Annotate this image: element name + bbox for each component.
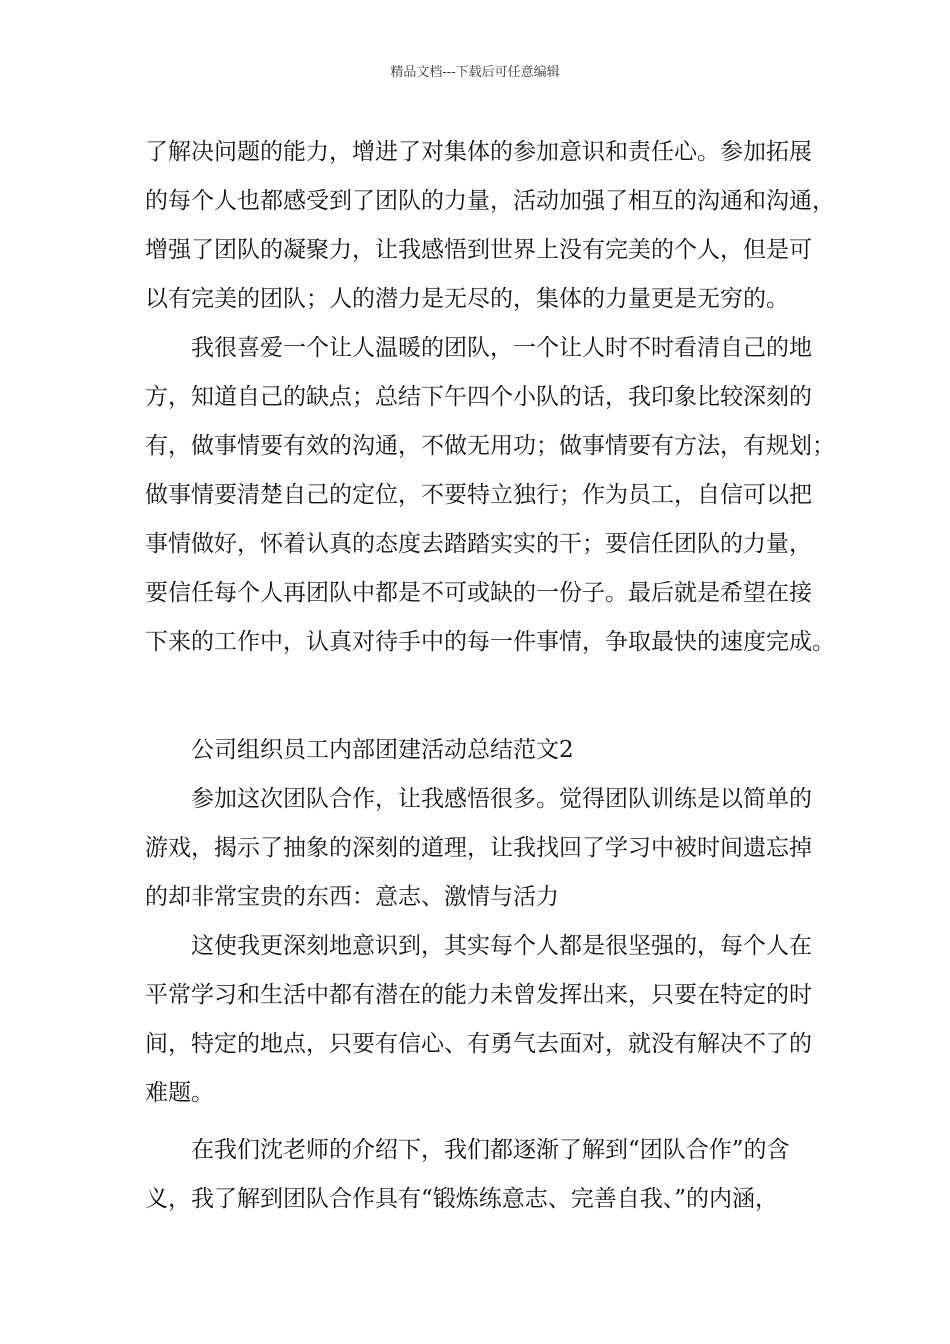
text-line: 做事情要清楚自己的定位，不要特立独行；作为员工，自信可以把	[145, 482, 812, 508]
paragraph	[145, 922, 825, 1118]
text-line: 要信任每个人再团队中都是不可或缺的一份子。最后就是希望在接	[145, 580, 812, 606]
paragraph	[145, 128, 835, 324]
text-line: 义，我了解到团队合作具有“锻炼练意志、完善自我、”的内涵，	[145, 1186, 779, 1212]
paragraph	[145, 775, 825, 922]
text-line: 事情做好，怀着认真的态度去踏踏实实的干；要信任团队的力量，	[145, 531, 812, 557]
text-line: 在我们沈老师的介绍下，我们都逐渐了解到“团队合作”的含	[191, 1137, 790, 1163]
text-line: 增强了团队的凝聚力，让我感悟到世界上没有完美的个人，但是可	[145, 237, 812, 263]
text-line: 游戏，揭示了抽象的深刻的道理，让我找回了学习中被时间遗忘掉	[145, 835, 812, 861]
text-line: 我很喜爱一个让人温暖的团队，一个让人时不时看清自己的地	[191, 335, 812, 361]
document-body-top	[145, 128, 835, 667]
paragraph	[145, 324, 835, 667]
text-line: 方，知道自己的缺点；总结下午四个小队的话，我印象比较深刻的	[145, 384, 812, 410]
document-body-bottom	[145, 726, 825, 1224]
text-line: 有，做事情要有效的沟通，不做无用功；做事情要有方法，有规划；	[145, 433, 835, 459]
text-line: 参加这次团队合作，让我感悟很多。觉得团队训练是以简单的	[191, 786, 812, 812]
page-header: 精品文档---下载后可任意编辑	[390, 65, 560, 80]
text-line: 平常学习和生活中都有潜在的能力未曾发挥出来，只要在特定的时	[145, 982, 812, 1008]
text-line: 的却非常宝贵的东西：意志、激情与活力	[145, 884, 559, 910]
text-line: 间，特定的地点，只要有信心、有勇气去面对，就没有解决不了的	[145, 1031, 812, 1057]
text-line: 难题。	[145, 1080, 214, 1106]
paragraph	[145, 1126, 825, 1224]
text-line: 这使我更深刻地意识到，其实每个人都是很坚强的，每个人在	[191, 933, 812, 959]
text-line: 的每个人也都感受到了团队的力量，活动加强了相互的沟通和沟通，	[145, 188, 835, 214]
text-line: 以有完美的团队；人的潜力是无尽的，集体的力量更是无穷的。	[145, 286, 789, 312]
text-line: 下来的工作中，认真对待手中的每一件事情，争取最快的速度完成。	[145, 629, 835, 655]
section-heading: 公司组织员工内部团建活动总结范文2	[191, 737, 574, 763]
text-line: 了解决问题的能力，增进了对集体的参加意识和责任心。参加拓展	[145, 139, 812, 165]
